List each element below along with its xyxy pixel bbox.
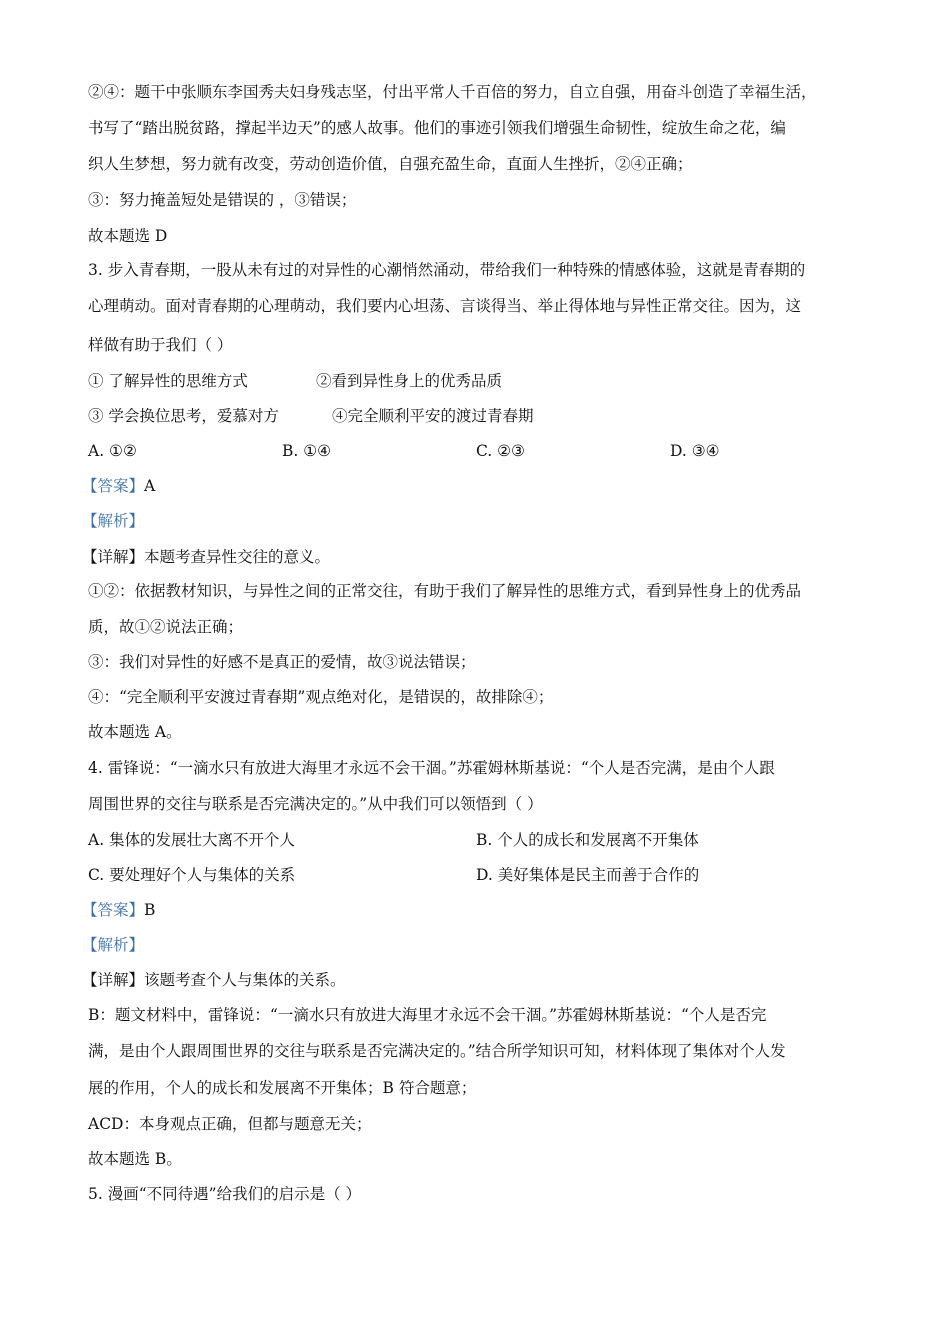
q3-answer bbox=[82, 475, 155, 497]
q4-option-d: D. 美好集体是民主而善于合作的 bbox=[476, 866, 700, 884]
q3-analysis-tag: 【解析】 bbox=[82, 512, 145, 530]
q4-option-a: A. 集体的发展壮大离不开个人 bbox=[88, 831, 296, 849]
q4-explanation-line: 展的作用，个人的成长和发展离不开集体；B 符合题意； bbox=[88, 1079, 477, 1097]
q3-item-3: ③ 学会换位思考，爱慕对方 bbox=[88, 407, 279, 425]
q4-detail bbox=[82, 969, 346, 991]
q3-explanation-line: ①②：依据教材知识，与异性之间的正常交往，有助于我们了解异性的思维方式，看到异性身上的优秀品 bbox=[88, 582, 802, 600]
q4-answer bbox=[82, 899, 155, 921]
q3-explanation-line: ③：我们对异性的好感不是真正的爱情，故③说法错误； bbox=[88, 653, 476, 671]
q3-stem-line: 3. 步入青春期，一股从未有过的对异性的心潮悄然涌动，带给我们一种特殊的情感体验，这就是青春期的 bbox=[88, 261, 806, 279]
answer-tag: 【答案】 bbox=[82, 477, 145, 495]
q3-stem-line: 心理萌动。面对青春期的心理萌动，我们要内心坦荡、言谈得当、举止得体地与异性正常交往。因为，这 bbox=[88, 297, 802, 315]
q3-detail bbox=[82, 546, 330, 568]
q3-item-1: ① 了解异性的思维方式 bbox=[88, 372, 248, 390]
q4-stem-line: 周围世界的交往与联系是否完满决定的。”从中我们可以领悟到（ ） bbox=[88, 795, 543, 813]
detail-tag: 【详解】 bbox=[82, 971, 145, 989]
q3-stem-line: 样做有助于我们（ ） bbox=[88, 336, 233, 354]
q4-explanation-line: 满，是由个人跟周围世界的交往与联系是否完满决定的。”结合所学知识可知，材料体现了集体对个人发 bbox=[88, 1042, 786, 1060]
q4-option-c: C. 要处理好个人与集体的关系 bbox=[88, 866, 296, 884]
detail-text: 本题考查异性交往的意义。 bbox=[144, 548, 331, 566]
q2-explanation-line: ②④：题干中张顺东李国秀夫妇身残志坚，付出平常人千百倍的努力，自立自强，用奋斗创造了幸福生活， bbox=[88, 83, 817, 101]
q3-option-d: D. ③④ bbox=[670, 442, 720, 460]
q4-stem-line: 4. 雷锋说：“一滴水只有放进大海里才永远不会干涸。”苏霍姆林斯基说：“个人是否完满，是由个人跟 bbox=[88, 759, 775, 777]
q2-conclusion: 故本题选 D bbox=[88, 227, 168, 245]
q3-option-a: A. ①② bbox=[88, 442, 137, 460]
q4-option-b: B. 个人的成长和发展离不开集体 bbox=[476, 831, 699, 849]
q4-analysis-tag: 【解析】 bbox=[82, 936, 145, 954]
q3-conclusion: 故本题选 A。 bbox=[88, 723, 182, 741]
q3-explanation-line: 质，故①②说法正确； bbox=[88, 618, 244, 636]
detail-tag: 【详解】 bbox=[82, 548, 145, 566]
q4-explanation-line: ACD：本身观点正确，但都与题意无关； bbox=[88, 1115, 372, 1133]
q2-explanation-line: 书写了“踏出脱贫路，撑起半边天”的感人故事。他们的事迹引领我们增强生命韧性，绽放生命之花，编 bbox=[88, 119, 786, 137]
answer-tag: 【答案】 bbox=[82, 901, 145, 919]
q5-stem: 5. 漫画“不同待遇”给我们的启示是（ ） bbox=[88, 1185, 361, 1203]
answer-value: B bbox=[144, 901, 156, 919]
q2-explanation-line: ③：努力掩盖短处是错误的 ，③错误； bbox=[88, 191, 357, 209]
q3-item-4: ④完全顺利平安的渡过青春期 bbox=[332, 407, 534, 425]
q3-explanation-line: ④：“完全顺利平安渡过青春期”观点绝对化，是错误的，故排除④； bbox=[88, 688, 554, 706]
answer-value: A bbox=[144, 477, 156, 495]
q4-conclusion: 故本题选 B。 bbox=[88, 1150, 182, 1168]
q2-explanation-line: 织人生梦想，努力就有改变，劳动创造价值，自强充盈生命，直面人生挫折，②④正确； bbox=[88, 155, 693, 173]
detail-text: 该题考查个人与集体的关系。 bbox=[144, 971, 346, 989]
q3-item-2: ②看到异性身上的优秀品质 bbox=[316, 372, 503, 390]
q3-option-c: C. ②③ bbox=[476, 442, 525, 460]
q3-option-b: B. ①④ bbox=[282, 442, 332, 460]
q4-explanation-line: B：题文材料中，雷锋说：“一滴水只有放进大海里才永远不会干涸。”苏霍姆林斯基说：“个人是否完 bbox=[88, 1006, 767, 1024]
